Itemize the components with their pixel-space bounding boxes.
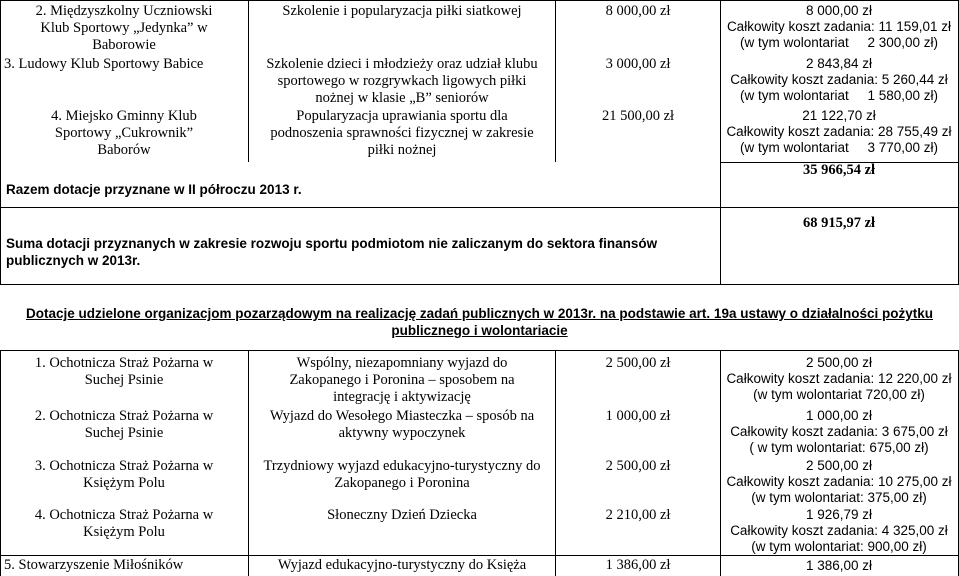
table2-border-top — [0, 350, 959, 351]
section-heading: Dotacje udzielone organizacjom pozarządowym na realizację zadań publicznych w 2013r. na podstawie art. 19a ustawy o działalności pożytku publicznego i wolontariacie — [25, 306, 933, 338]
org-cell: 2. Ochotnicza Straż Pożarna w Suchej Psinie — [34, 408, 214, 441]
cost-cell: 1 000,00 zł Całkowity koszt zadania: 3 675,00 zł ( w tym wolontariat: 675,00 zł) — [730, 408, 948, 455]
amount-cell: 2 500,00 zł — [605, 458, 671, 474]
task-cell: Szkolenie dzieci i młodzieży oraz udział klubu sportowego w rozgrywkach ligowych piłki nożnej w klasie „B” seniorów — [266, 56, 538, 106]
table1-border-bottom — [0, 284, 959, 285]
amount-cell: 2 210,00 zł — [605, 507, 671, 523]
org-cell: 4. Ochotnicza Straż Pożarna w Księżym Polu — [34, 507, 214, 540]
cost-cell: 2 843,84 zł Całkowity koszt zadania: 5 260,44 zł (w tym wolontariat 1 580,00 zł) — [730, 56, 948, 103]
org-cell: 3. Ochotnicza Straż Pożarna w Księżym Polu — [34, 458, 214, 491]
cost-cell: 21 122,70 zł Całkowity koszt zadania: 28 755,49 zł (w tym wolontariat 3 770,00 zł) — [726, 108, 952, 155]
table1-divider-cost — [720, 0, 721, 284]
org-cell: 3. Ludowy Klub Sportowy Babice — [4, 56, 204, 72]
cost-cell: 2 500,00 zł Całkowity koszt zadania: 12 220,00 zł (w tym wolontariat 720,00 zł) — [726, 355, 952, 402]
task-cell: Wspólny, niezapomniany wyjazd do Zakopanego i Poronina – sposobem na integrację i aktywizację — [289, 355, 515, 405]
table2-divider-org — [248, 350, 249, 576]
amount-cell: 21 500,00 zł — [601, 108, 675, 124]
summary-value: 35 966,54 zł — [802, 162, 876, 178]
summary-label: Razem dotacje przyznane w II półroczu 2013 r. — [6, 182, 302, 197]
table2-border-left — [0, 350, 1, 576]
task-cell: Szkolenie i popularyzacja piłki siatkowej — [282, 3, 522, 19]
org-cell: 4. Miejsko Gminny Klub Sportowy „Cukrownik” Baborów — [51, 108, 197, 158]
cost-cell: 1 386,00 zł — [805, 558, 873, 573]
table1-divider-task — [555, 0, 556, 162]
table2-divider-cost — [720, 350, 721, 576]
table1-border-left — [0, 0, 1, 284]
amount-cell: 1 386,00 zł — [605, 557, 671, 573]
org-cell: 5. Stowarzyszenie Miłośników — [4, 557, 184, 573]
task-cell: Trzydniowy wyjazd edukacyjno-turystyczny do Zakopanego i Poronina — [263, 458, 541, 491]
table1-border-top — [0, 0, 959, 1]
amount-cell: 3 000,00 zł — [605, 56, 671, 72]
task-cell: Popularyzacja uprawiania sportu dla podnoszenia sprawności fizycznej w zakresie piłki nożnej — [270, 108, 534, 158]
cost-cell: 2 500,00 zł Całkowity koszt zadania: 10 275,00 zł (w tym wolontariat: 375,00 zł) — [726, 458, 952, 505]
task-cell: Wyjazd edukacyjno-turystyczny do Księża — [277, 557, 527, 573]
task-cell: Wyjazd do Wesołego Miasteczka – sposób na aktywny wypoczynek — [269, 408, 535, 441]
org-cell: 1. Ochotnicza Straż Pożarna w Suchej Psinie — [34, 355, 214, 388]
amount-cell: 8 000,00 zł — [605, 3, 671, 19]
org-cell: 2. Międzyszkolny Uczniowski Klub Sportowy „Jedynka” w Baborowie — [35, 3, 213, 53]
table2-row-sep — [0, 555, 959, 556]
table1-divider-org — [248, 0, 249, 162]
cost-cell: 8 000,00 zł Całkowity koszt zadania: 11 159,01 zł (w tym wolontariat 2 300,00 zł) — [726, 3, 952, 50]
amount-cell: 2 500,00 zł — [605, 355, 671, 371]
total-label: Suma dotacji przyznanych w zakresie rozwoju sportu podmiotom nie zaliczanym do sektora finansów publicznych w 2013r. — [6, 236, 658, 268]
task-cell: Słoneczny Dzień Dziecka — [327, 507, 477, 523]
total-value: 68 915,97 zł — [802, 215, 876, 231]
amount-cell: 1 000,00 zł — [605, 408, 671, 424]
cost-cell: 1 926,79 zł Całkowity koszt zadania: 4 325,00 zł (w tym wolontariat: 900,00 zł) — [730, 507, 948, 554]
table1-summary-bottom — [0, 207, 959, 208]
